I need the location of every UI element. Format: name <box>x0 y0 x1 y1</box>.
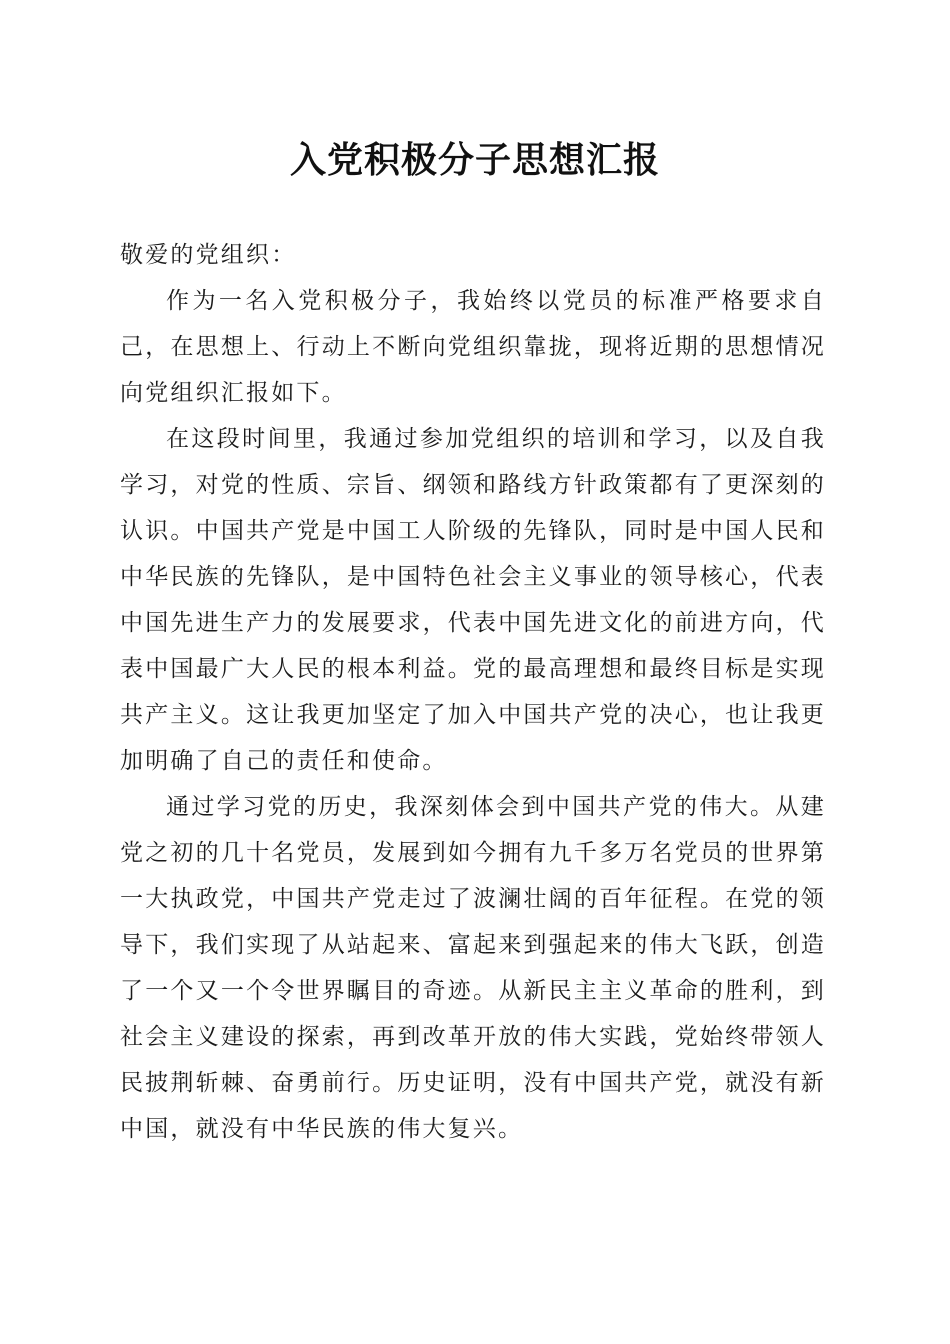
salutation: 敬爱的党组织： <box>120 242 297 268</box>
document-title: 入党积极分子思想汇报 <box>289 139 660 181</box>
paragraph-intro: 作为一名入党积极分子，我始终以党员的标准严格要求自己，在思想上、行动上不断向党组织靠拢，现将近期的思想情况向党组织汇报如下。 <box>120 288 826 406</box>
document-body <box>120 232 826 1152</box>
paragraph-learning: 在这段时间里，我通过参加党组织的培训和学习，以及自我学习，对党的性质、宗旨、纲领和路线方针政策都有了更深刻的认识。中国共产党是中国工人阶级的先锋队，同时是中国人民和中华民族的先锋队，是中国特色社会主义事业的领导核心，代表中国先进生产力的发展要求，代表中国先进文化的前进方向，代表中国最广大人民的根本利益。党的最高理想和最终目标是实现共产主义。这让我更加坚定了加入中国共产党的决心，也让我更加明确了自己的责任和使命。 <box>120 426 826 774</box>
paragraph-history: 通过学习党的历史，我深刻体会到中国共产党的伟大。从建党之初的几十名党员，发展到如今拥有九千多万名党员的世界第一大执政党，中国共产党走过了波澜壮阔的百年征程。在党的领导下，我们实现了从站起来、富起来到强起来的伟大飞跃，创造了一个又一个令世界瞩目的奇迹。从新民主主义革命的胜利，到社会主义建设的探索，再到改革开放的伟大实践，党始终带领人民披荆斩棘、奋勇前行。历史证明，没有中国共产党，就没有新中国，就没有中华民族的伟大复兴。 <box>120 794 826 1142</box>
